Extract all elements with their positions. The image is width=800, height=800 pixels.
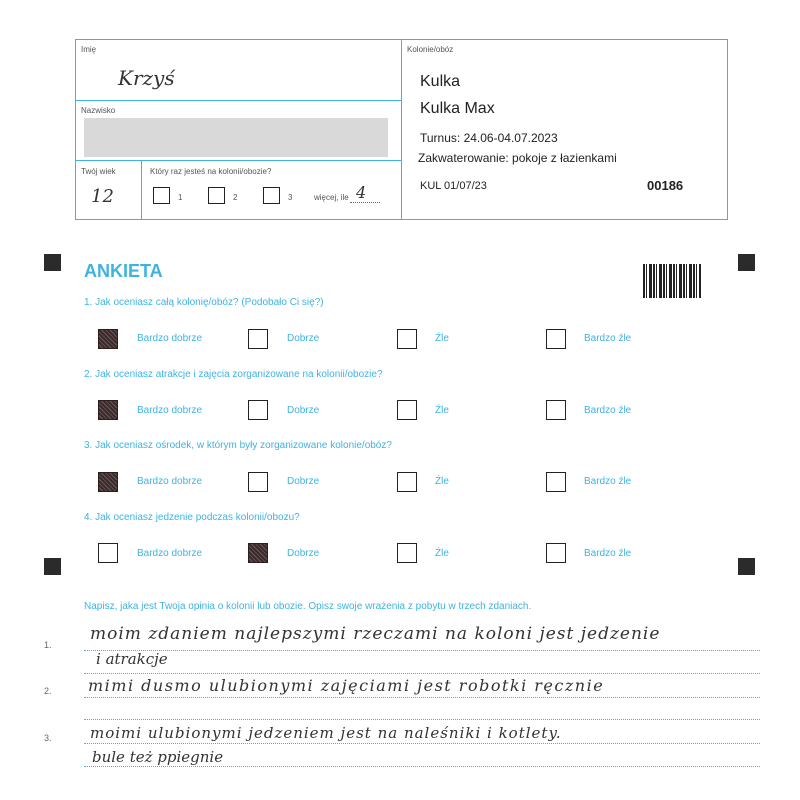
nazwisko-redaction [84, 118, 388, 157]
q4-checkbox-bardzo-dobrze[interactable] [98, 543, 118, 563]
q3-label-dobrze: Dobrze [287, 476, 320, 487]
question-4: 4. Jak oceniasz jedzenie podczas kolonii/obozu? [84, 512, 300, 523]
q2-checkbox-zle[interactable] [397, 400, 417, 420]
q1-label-zle: Źle [435, 333, 449, 344]
survey-title: ANKIETA [84, 261, 163, 281]
wiecej-label: więcej, ile [314, 193, 349, 202]
barcode [643, 264, 701, 298]
q3-label-zle: Źle [435, 476, 449, 487]
ktory-raz-checkbox-2[interactable] [208, 187, 225, 204]
q1-checkbox-dobrze[interactable] [248, 329, 268, 349]
answer-line-2b [84, 719, 760, 720]
q2-label-bardzo-zle: Bardzo źle [584, 405, 632, 416]
camp-subname: Kulka Max [420, 100, 495, 117]
answer-text-3: moimi ulubionymi jedzeniem jest na naleśniki i kotlety. [90, 724, 562, 742]
header-divider-vertical [401, 39, 402, 219]
answer-line-3b [84, 766, 760, 767]
opinion-prompt: Napisz, jaka jest Twoja opinia o kolonii lub obozie. Opisz swoje wrażenia z pobytu w trzech zdaniach. [84, 601, 532, 612]
zakwaterowanie: Zakwaterowanie: pokoje z łazienkami [418, 151, 617, 165]
wiek-value: 12 [91, 186, 114, 207]
answer-line-2a [84, 697, 760, 698]
ktory-raz-option-2: 2 [233, 193, 238, 202]
q2-label-zle: Źle [435, 405, 449, 416]
q4-label-bardzo-zle: Bardzo źle [584, 548, 632, 559]
ktory-raz-checkbox-1[interactable] [153, 187, 170, 204]
turnus: Turnus: 24.06-04.07.2023 [420, 131, 558, 145]
header-divider-2 [75, 160, 402, 161]
nazwisko-label: Nazwisko [81, 106, 116, 115]
wiek-label: Twój wiek [81, 167, 116, 176]
q3-checkbox-bardzo-zle[interactable] [546, 472, 566, 492]
q4-checkbox-bardzo-zle[interactable] [546, 543, 566, 563]
registration-marker-tr [738, 254, 755, 271]
question-1: 1. Jak oceniasz całą kolonię/obóz? (Podobało Ci się?) [84, 297, 324, 308]
q2-label-bardzo-dobrze: Bardzo dobrze [137, 405, 203, 416]
line-number-2: 2. [44, 686, 52, 696]
q1-label-bardzo-dobrze: Bardzo dobrze [137, 333, 203, 344]
form-code: KUL 01/07/23 [420, 180, 487, 192]
form-number: 00186 [647, 178, 684, 193]
q4-checkbox-dobrze[interactable] [248, 543, 268, 563]
q4-label-dobrze: Dobrze [287, 548, 320, 559]
ktory-raz-option-1: 1 [178, 193, 183, 202]
wiecej-value: 4 [356, 183, 367, 202]
wiecej-dotline [350, 202, 380, 203]
q1-label-bardzo-zle: Bardzo źle [584, 333, 632, 344]
q2-label-dobrze: Dobrze [287, 405, 320, 416]
q1-checkbox-bardzo-dobrze[interactable] [98, 329, 118, 349]
registration-marker-tl [44, 254, 61, 271]
q4-label-zle: Źle [435, 548, 449, 559]
answer-text-1-cont: i atrakcje [96, 650, 168, 668]
q1-checkbox-zle[interactable] [397, 329, 417, 349]
registration-marker-br [738, 558, 755, 575]
q1-label-dobrze: Dobrze [287, 333, 320, 344]
line-number-3: 3. [44, 733, 52, 743]
question-2: 2. Jak oceniasz atrakcje i zajęcia zorganizowane na kolonii/obozie? [84, 369, 383, 380]
answer-line-1b [84, 673, 760, 674]
q3-checkbox-bardzo-dobrze[interactable] [98, 472, 118, 492]
q3-label-bardzo-zle: Bardzo źle [584, 476, 632, 487]
ktory-raz-checkbox-3[interactable] [263, 187, 280, 204]
answer-text-2: mimi dusmo ulubionymi zajęciami jest robotki ręcznie [88, 676, 605, 695]
imie-label: Imię [81, 45, 97, 54]
q3-checkbox-zle[interactable] [397, 472, 417, 492]
q4-label-bardzo-dobrze: Bardzo dobrze [137, 548, 203, 559]
q3-label-bardzo-dobrze: Bardzo dobrze [137, 476, 203, 487]
answer-text-1: moim zdaniem najlepszymi rzeczami na koloni jest jedzenie [90, 624, 661, 644]
q2-checkbox-dobrze[interactable] [248, 400, 268, 420]
answer-text-3-cont: bule też ppiegnie [92, 748, 224, 766]
q1-checkbox-bardzo-zle[interactable] [546, 329, 566, 349]
q2-checkbox-bardzo-zle[interactable] [546, 400, 566, 420]
header-divider-1 [75, 100, 402, 101]
answer-line-1a [84, 650, 760, 651]
header-divider-3 [141, 160, 142, 219]
q2-checkbox-bardzo-dobrze[interactable] [98, 400, 118, 420]
imie-value: Krzyś [118, 66, 175, 90]
kolonie-label: Kolonie/obóz [407, 45, 454, 54]
line-number-1: 1. [44, 640, 52, 650]
ktory-raz-label: Który raz jesteś na kolonii/obozie? [150, 167, 272, 176]
q3-checkbox-dobrze[interactable] [248, 472, 268, 492]
question-3: 3. Jak oceniasz ośrodek, w którym były zorganizowane kolonie/obóz? [84, 440, 392, 451]
registration-marker-bl [44, 558, 61, 575]
answer-line-3a [84, 743, 760, 744]
q4-checkbox-zle[interactable] [397, 543, 417, 563]
camp-name: Kulka [420, 73, 461, 90]
ktory-raz-option-3: 3 [288, 193, 293, 202]
